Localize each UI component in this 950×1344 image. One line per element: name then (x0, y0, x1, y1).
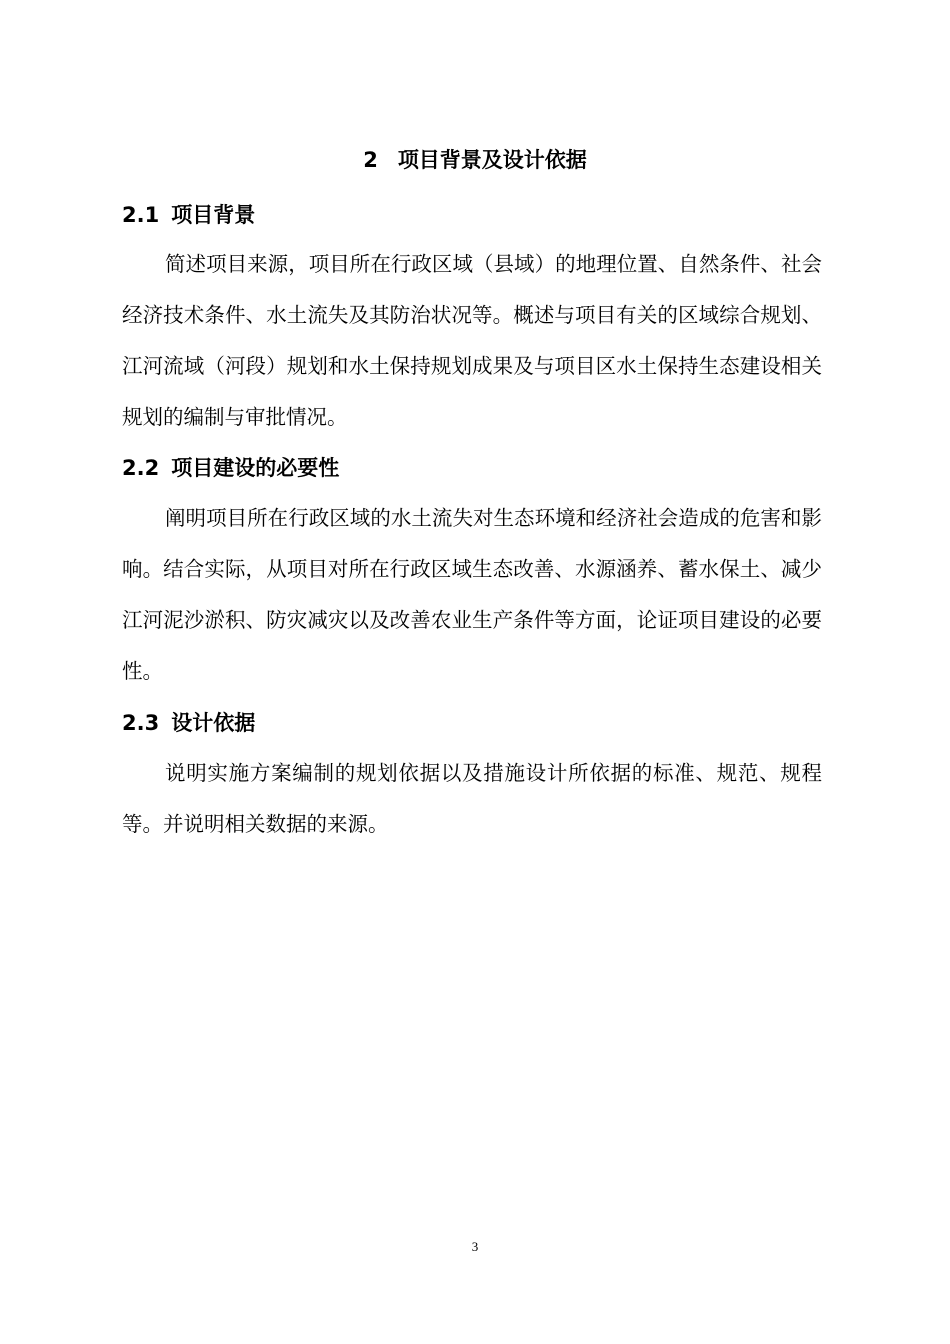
chapter-number: 2 (363, 148, 378, 172)
section-heading-2-2 (122, 452, 339, 484)
section-title: 项目背景 (171, 203, 256, 227)
section-heading-2-1 (122, 199, 255, 231)
section-body-2-3: 说明实施方案编制的规划依据以及措施设计所依据的标准、规范、规程等。并说明相关数据的来源。 (122, 761, 822, 836)
section-number: 2.1 (122, 203, 160, 227)
section-number: 2.2 (122, 456, 160, 480)
page-number: 3 (471, 1239, 479, 1254)
section-heading-2-3 (122, 707, 255, 739)
section-title: 项目建设的必要性 (171, 456, 340, 480)
section-title: 设计依据 (171, 711, 256, 735)
section-body-2-1: 简述项目来源，项目所在行政区域（县域）的地理位置、自然条件、社会经济技术条件、水土流失及其防治状况等。概述与项目有关的区域综合规划、江河流域（河段）规划和水土保持规划成果及与项目区水土保持生态建设相关规划的编制与审批情况。 (122, 252, 822, 429)
section-number: 2.3 (122, 711, 160, 735)
section-body-2-2: 阐明项目所在行政区域的水土流失对生态环境和经济社会造成的危害和影响。结合实际，从项目对所在行政区域生态改善、水源涵养、蓄水保土、减少江河泥沙淤积、防灾减灾以及改善农业生产条件等方面，论证项目建设的必要性。 (122, 506, 822, 683)
chapter-title (0, 144, 950, 176)
chapter-title-text: 项目背景及设计依据 (397, 148, 587, 172)
